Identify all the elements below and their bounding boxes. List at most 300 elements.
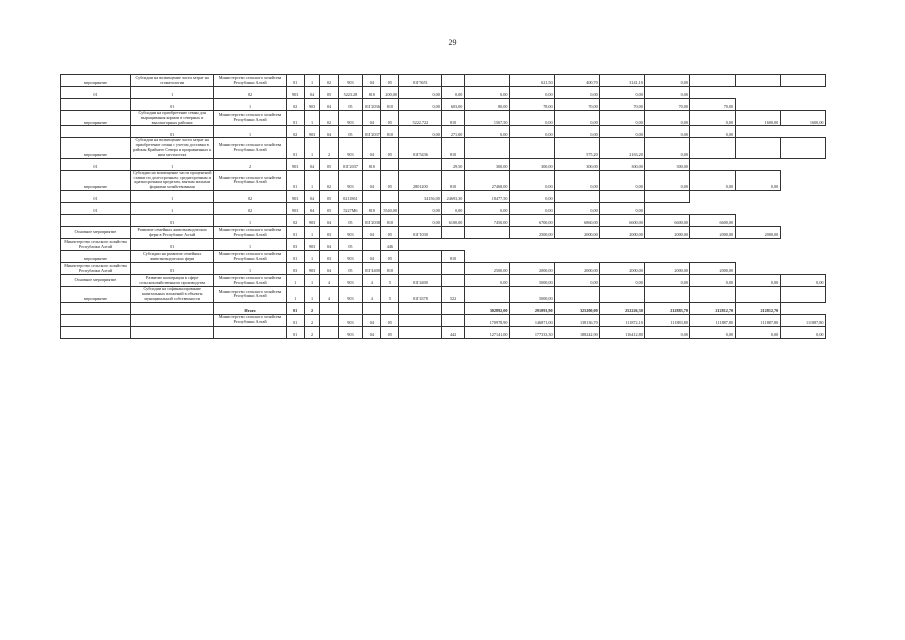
table-cell: 01 bbox=[130, 239, 213, 251]
table-cell: 01 bbox=[286, 326, 304, 338]
table-cell: 05 bbox=[320, 191, 338, 203]
table-cell: 04 bbox=[363, 170, 381, 190]
table-cell: 2 bbox=[214, 158, 286, 170]
table-cell: 4 bbox=[363, 275, 381, 287]
table-cell: 0,00 bbox=[735, 170, 780, 190]
table-cell: 04 bbox=[320, 239, 338, 251]
table-cell: 02 bbox=[214, 87, 286, 99]
table-cell: 442 bbox=[442, 326, 465, 338]
table-cell: 04 bbox=[304, 203, 320, 215]
table-cell: 177333,30 bbox=[509, 326, 554, 338]
table-cell: 5 bbox=[381, 287, 399, 302]
table-cell bbox=[381, 302, 399, 314]
table-cell: Министерство сельского хозяйства Республики Алтай bbox=[214, 138, 286, 158]
table-cell: 212883,70 bbox=[645, 302, 690, 314]
table-row bbox=[61, 191, 826, 203]
table-cell: 05 bbox=[338, 126, 363, 138]
table-cell: 0,00 bbox=[555, 111, 600, 126]
table-cell: 810 bbox=[381, 99, 399, 111]
table-cell bbox=[464, 75, 509, 87]
table-cell: 1 bbox=[130, 87, 213, 99]
table-cell: 03 bbox=[286, 263, 304, 275]
table-row bbox=[61, 203, 826, 215]
table-cell: 02 bbox=[320, 170, 338, 190]
table-cell: 6100,00 bbox=[442, 215, 465, 227]
table-cell: 271,00 bbox=[442, 126, 465, 138]
table-row bbox=[61, 227, 826, 239]
table-cell: 05 bbox=[338, 263, 363, 275]
table-cell: 0,00 bbox=[690, 275, 735, 287]
table-cell bbox=[61, 326, 131, 338]
table-cell: 2000,00 bbox=[600, 227, 645, 239]
table-cell: 02 bbox=[320, 75, 338, 87]
table-cell: 29,50 bbox=[442, 158, 465, 170]
table-row bbox=[61, 158, 826, 170]
table-cell: 01 bbox=[286, 227, 304, 239]
table-cell: 0,00 bbox=[690, 326, 735, 338]
table-cell: Министерство сельского хозяйства Республики Алтай bbox=[61, 239, 131, 251]
table-cell: 05 bbox=[381, 170, 399, 190]
table-cell: 0,00 bbox=[442, 203, 465, 215]
table-cell: 1600,00 bbox=[780, 111, 825, 126]
table-cell bbox=[645, 287, 690, 302]
table-cell: мероприятие bbox=[61, 75, 131, 87]
table-cell: 0,00 bbox=[464, 126, 509, 138]
table-cell bbox=[399, 263, 442, 275]
table-cell: 01Г2037 bbox=[363, 126, 381, 138]
table-cell: 2 bbox=[320, 138, 338, 158]
table-cell: Министерство сельского хозяйства Республики Алтай bbox=[214, 75, 286, 87]
table-cell: 01Г5651 bbox=[399, 75, 442, 87]
table-cell: 01 bbox=[286, 302, 304, 314]
table-cell: 1 bbox=[304, 111, 320, 126]
table-cell bbox=[464, 227, 509, 239]
table-cell: Министерство сельского хозяйства Республики Алтай bbox=[214, 275, 286, 287]
table-total-row bbox=[61, 302, 826, 314]
table-cell bbox=[735, 287, 780, 302]
table-row bbox=[61, 275, 826, 287]
table-cell: мероприятие bbox=[61, 138, 131, 158]
table-cell: 300,00 bbox=[645, 158, 690, 170]
table-cell: 903 bbox=[286, 191, 304, 203]
table-cell: 01Г4400 bbox=[363, 263, 381, 275]
table-cell: 300,00 bbox=[600, 158, 645, 170]
table-cell: 0,00 bbox=[555, 126, 600, 138]
table-cell: 0,00 bbox=[645, 126, 690, 138]
table-cell: 05 bbox=[381, 111, 399, 126]
table-cell: 903 bbox=[304, 126, 320, 138]
table-cell: 01Г2036 bbox=[363, 99, 381, 111]
table-cell: 0,00 bbox=[555, 203, 600, 215]
table-cell: 0,00 bbox=[645, 138, 690, 158]
table-cell: 04 bbox=[304, 191, 320, 203]
table-cell bbox=[399, 314, 442, 326]
table-cell: 6860,00 bbox=[555, 215, 600, 227]
table-cell: 0,00 bbox=[780, 275, 825, 287]
table-cell: 400,70 bbox=[555, 75, 600, 87]
table-cell: 1 bbox=[304, 275, 320, 287]
table-row bbox=[61, 314, 826, 326]
table-cell: 04 bbox=[320, 126, 338, 138]
table-cell: 2000,00 bbox=[555, 227, 600, 239]
table-cell: 903 bbox=[304, 215, 320, 227]
table-cell: 188242,90 bbox=[555, 326, 600, 338]
table-cell: 1 bbox=[214, 215, 286, 227]
table-cell: 522 bbox=[442, 287, 465, 302]
table-cell: 01Г1030 bbox=[399, 227, 442, 239]
table-cell bbox=[399, 302, 442, 314]
table-row bbox=[61, 239, 826, 251]
table-cell: 252226,30 bbox=[600, 302, 645, 314]
page-number: 29 bbox=[448, 38, 457, 47]
table-cell: 6600,00 bbox=[600, 215, 645, 227]
table-cell: 01 bbox=[61, 191, 131, 203]
table-cell: 1567,50 bbox=[464, 111, 509, 126]
table-cell: 0,00 bbox=[645, 275, 690, 287]
table-cell: 903 bbox=[338, 326, 363, 338]
table-cell: 903 bbox=[338, 227, 363, 239]
table-cell: 01Г4378 bbox=[399, 287, 442, 302]
table-cell: мероприятие bbox=[61, 287, 131, 302]
table-cell: 4 bbox=[363, 287, 381, 302]
table-cell: 05 bbox=[320, 158, 338, 170]
table-cell: 2000,00 bbox=[690, 263, 735, 275]
table-row bbox=[61, 170, 826, 190]
table-cell: 0,00 bbox=[399, 99, 442, 111]
table-cell: 04 bbox=[363, 75, 381, 87]
table-cell: 4 bbox=[320, 287, 338, 302]
table-cell: 6600,00 bbox=[690, 215, 735, 227]
table-cell bbox=[320, 326, 338, 338]
table-cell bbox=[363, 191, 381, 203]
table-cell: 0,00 bbox=[645, 170, 690, 190]
table-cell: 7450,00 bbox=[464, 215, 509, 227]
table-cell: 2801200 bbox=[399, 170, 442, 190]
table-cell: 0,00 bbox=[600, 87, 645, 99]
table-row bbox=[61, 263, 826, 275]
table-cell: Субсидии на возмещение части затрат на приобретение семян с учетом доставки в районы Крайнего Севера и приравненных к ним местностях bbox=[130, 138, 213, 158]
table-cell: 810 bbox=[381, 215, 399, 227]
table-cell: 0,00 bbox=[645, 326, 690, 338]
table-cell: 78,00 bbox=[509, 99, 554, 111]
table-cell: 05 bbox=[381, 75, 399, 87]
table-cell bbox=[130, 302, 213, 314]
table-cell: 0,00 bbox=[555, 275, 600, 287]
table-cell: 903 bbox=[304, 263, 320, 275]
table-cell bbox=[442, 314, 465, 326]
table-cell: 127141,00 bbox=[464, 326, 509, 338]
table-cell: 04 bbox=[304, 158, 320, 170]
table-cell: 0,00 bbox=[464, 275, 509, 287]
table-cell bbox=[509, 138, 554, 158]
table-cell: 1 bbox=[214, 99, 286, 111]
table-cell: 200,00 bbox=[381, 87, 399, 99]
table-cell: 0,00 bbox=[600, 111, 645, 126]
table-cell: 2000,00 bbox=[690, 227, 735, 239]
table-cell: 300,00 bbox=[464, 158, 509, 170]
table-cell bbox=[399, 326, 442, 338]
table-cell: 325200,00 bbox=[555, 302, 600, 314]
table-cell: 116412,80 bbox=[600, 326, 645, 338]
table-cell: 111887,80 bbox=[735, 314, 780, 326]
table-cell bbox=[690, 287, 735, 302]
table-cell: 1 bbox=[286, 287, 304, 302]
table-cell: 212812,70 bbox=[735, 302, 780, 314]
table-cell bbox=[130, 314, 213, 326]
table-cell: мероприятие bbox=[61, 251, 131, 263]
table-row bbox=[61, 75, 826, 87]
table-cell: 302892,00 bbox=[464, 302, 509, 314]
table-cell: 0,00 bbox=[399, 126, 442, 138]
table-cell: 903 bbox=[338, 170, 363, 190]
table-cell bbox=[442, 263, 465, 275]
table-cell bbox=[690, 138, 735, 158]
table-cell: 2000,00 bbox=[600, 263, 645, 275]
table-cell: Министерство сельского хозяйства Республики Алтай bbox=[214, 227, 286, 239]
table-cell: 170978,90 bbox=[464, 314, 509, 326]
table-cell: 0,00 bbox=[399, 215, 442, 227]
table-cell: 603,00 bbox=[442, 99, 465, 111]
table-cell bbox=[130, 326, 213, 338]
table-cell: 810 bbox=[363, 87, 381, 99]
table-cell: 34156,00 bbox=[399, 191, 442, 203]
table-cell: 903 bbox=[304, 239, 320, 251]
table-cell: 2 bbox=[304, 314, 320, 326]
table-cell: Основное мероприятие bbox=[61, 227, 131, 239]
table-cell: 04 bbox=[363, 111, 381, 126]
table-cell: 0,00 bbox=[555, 87, 600, 99]
table-cell: 0,00 bbox=[464, 203, 509, 215]
table-row bbox=[61, 126, 826, 138]
table-cell bbox=[338, 302, 363, 314]
table-cell: 5227М6 bbox=[338, 203, 363, 215]
table-cell: 903 bbox=[338, 314, 363, 326]
table-cell: 1 bbox=[304, 138, 320, 158]
table-cell: 05 bbox=[381, 251, 399, 263]
table-cell: 1 bbox=[214, 239, 286, 251]
table-cell: 04 bbox=[320, 215, 338, 227]
table-cell: 80,00 bbox=[464, 99, 509, 111]
table-cell bbox=[381, 191, 399, 203]
table-cell: 1 bbox=[214, 263, 286, 275]
table-row bbox=[61, 111, 826, 126]
table-cell bbox=[381, 158, 399, 170]
table-cell: 70,00 bbox=[645, 99, 690, 111]
table-cell: 810 bbox=[442, 138, 465, 158]
table-cell: 0,00 bbox=[509, 191, 554, 203]
table-cell: 903 bbox=[338, 138, 363, 158]
table-cell bbox=[442, 75, 465, 87]
table-cell: 04 bbox=[304, 87, 320, 99]
table-cell: Министерство сельского хозяйства Республики Алтай bbox=[214, 251, 286, 263]
table-cell: 01 bbox=[130, 215, 213, 227]
table-cell: 1 bbox=[304, 251, 320, 263]
table-cell bbox=[442, 302, 465, 314]
table-cell: 0,00 bbox=[600, 126, 645, 138]
table-cell: 138136,70 bbox=[555, 314, 600, 326]
table-cell: 6600,00 bbox=[645, 215, 690, 227]
table-cell: 2500,00 bbox=[509, 227, 554, 239]
table-cell: 0,00 bbox=[442, 87, 465, 99]
table-cell: 05 bbox=[338, 215, 363, 227]
table-cell: 0,00 bbox=[735, 275, 780, 287]
table-cell: 111883,80 bbox=[645, 314, 690, 326]
table-cell bbox=[442, 227, 465, 239]
table-cell: 01 bbox=[286, 314, 304, 326]
table-cell: 212812,70 bbox=[690, 302, 735, 314]
table-cell: 1600,00 bbox=[735, 111, 780, 126]
table-cell: 1 bbox=[286, 275, 304, 287]
table-cell: 1 bbox=[304, 75, 320, 87]
table-cell bbox=[363, 239, 381, 251]
table-cell: 02 bbox=[214, 191, 286, 203]
table-cell: 01 bbox=[286, 251, 304, 263]
table-row bbox=[61, 99, 826, 111]
table-cell: 02 bbox=[286, 126, 304, 138]
table-cell bbox=[363, 302, 381, 314]
table-cell: Субсидии на развитие семейных животноводческих ферм bbox=[130, 251, 213, 263]
table-cell: 0,00 bbox=[509, 203, 554, 215]
table-cell: 0,00 bbox=[399, 203, 442, 215]
table-cell: 903 bbox=[286, 203, 304, 215]
table-cell: 01Г2037 bbox=[338, 158, 363, 170]
table-cell: 01Г5436 bbox=[399, 138, 442, 158]
table-cell: 300,00 bbox=[555, 158, 600, 170]
table-cell: 1 bbox=[130, 158, 213, 170]
table-cell: 01 bbox=[286, 75, 304, 87]
table-row bbox=[61, 326, 826, 338]
table-row bbox=[61, 287, 826, 302]
table-cell: Министерство сельского хозяйства Республики Алтай bbox=[214, 287, 286, 302]
table-cell: 0,00 bbox=[735, 326, 780, 338]
table-cell: 02 bbox=[286, 99, 304, 111]
table-cell: Субсидии на возмещение части затрат на стоматологии bbox=[130, 75, 213, 87]
table-cell: 0,00 bbox=[399, 87, 442, 99]
table-cell: 2000,00 bbox=[509, 263, 554, 275]
table-cell bbox=[320, 302, 338, 314]
table-cell: 05 bbox=[320, 203, 338, 215]
table-row bbox=[61, 251, 826, 263]
table-cell: 0,00 bbox=[464, 87, 509, 99]
table-cell: 810 bbox=[381, 126, 399, 138]
table-cell: 4 bbox=[320, 275, 338, 287]
table-cell: мероприятие bbox=[61, 111, 131, 126]
table-cell: 0,00 bbox=[780, 326, 825, 338]
table-cell: 04 bbox=[363, 138, 381, 158]
table-cell: 810 bbox=[363, 203, 381, 215]
table-cell: 0,00 bbox=[690, 170, 735, 190]
budget-table bbox=[60, 74, 826, 339]
table-cell: 0,00 bbox=[509, 87, 554, 99]
table-cell: 0,00 bbox=[509, 111, 554, 126]
table-cell: 2000,00 bbox=[645, 227, 690, 239]
table-cell: 1 bbox=[214, 126, 286, 138]
table-cell: Министерство сельского хозяйства Республики Алтай bbox=[61, 263, 131, 275]
table-cell: 01Г2038 bbox=[363, 215, 381, 227]
table-cell: 01 bbox=[286, 170, 304, 190]
table-cell: 5 bbox=[381, 275, 399, 287]
table-cell bbox=[464, 138, 509, 158]
table-cell: 291093,90 bbox=[509, 302, 554, 314]
table-cell bbox=[61, 99, 131, 111]
table-cell: 0,00 bbox=[690, 126, 735, 138]
table-cell: 903 bbox=[286, 87, 304, 99]
table-cell: 903 bbox=[286, 158, 304, 170]
table-cell: 0,00 bbox=[690, 111, 735, 126]
table-cell: 810 bbox=[442, 251, 465, 263]
table-cell: 0,00 bbox=[645, 111, 690, 126]
table-cell: 1 bbox=[130, 191, 213, 203]
table-cell: 1 bbox=[304, 170, 320, 190]
table-cell: Субсидии на софинансирование капитальных вложений в объекты муниципальной собственности bbox=[130, 287, 213, 302]
table-cell: Министерство сельского хозяйства Республики Алтай bbox=[214, 314, 286, 326]
table-cell: 03 bbox=[320, 251, 338, 263]
table-cell: 146871,00 bbox=[509, 314, 554, 326]
table-cell: 2 bbox=[304, 302, 320, 314]
table-cell bbox=[645, 191, 690, 203]
table-cell: 05 bbox=[320, 87, 338, 99]
table-cell: 04 bbox=[320, 263, 338, 275]
table-cell: 111872,10 bbox=[600, 314, 645, 326]
table-cell: 0,00 bbox=[600, 203, 645, 215]
table-cell: 01 bbox=[130, 126, 213, 138]
table-cell: 6700,00 bbox=[509, 215, 554, 227]
table-cell: 810 bbox=[442, 111, 465, 126]
table-cell: 903 bbox=[338, 287, 363, 302]
table-cell: 01 bbox=[61, 203, 131, 215]
table-cell bbox=[399, 251, 442, 263]
table-cell: 0,00 bbox=[600, 170, 645, 190]
table-cell: 02 bbox=[320, 111, 338, 126]
table-cell: 903 bbox=[338, 75, 363, 87]
table-cell: 5000,00 bbox=[509, 287, 554, 302]
table-cell: 2000,00 bbox=[735, 227, 780, 239]
table-cell: 27468,00 bbox=[464, 170, 509, 190]
table-cell bbox=[214, 326, 286, 338]
table-cell: мероприятие bbox=[61, 170, 131, 190]
table-cell: 810 bbox=[442, 170, 465, 190]
table-cell: 01 bbox=[130, 99, 213, 111]
table-cell: 70,00 bbox=[690, 99, 735, 111]
table-cell: 05 bbox=[381, 326, 399, 338]
table-cell: 02 bbox=[286, 215, 304, 227]
table-cell: 0,00 bbox=[509, 170, 554, 190]
table-cell: 04 bbox=[363, 227, 381, 239]
table-cell: Итого bbox=[214, 302, 286, 314]
table-cell bbox=[320, 314, 338, 326]
table-cell: Министерство сельского хозяйства Республики Алтай bbox=[214, 170, 286, 190]
table-cell bbox=[600, 191, 645, 203]
table-cell: 575,20 bbox=[555, 138, 600, 158]
table-cell: 2 bbox=[304, 326, 320, 338]
table-cell: Субсидии на приобретение семян для выращивания кормов в северных и высокогорных районах bbox=[130, 111, 213, 126]
table-cell bbox=[600, 287, 645, 302]
table-cell: 04 bbox=[363, 314, 381, 326]
table-cell: 5000,00 bbox=[509, 275, 554, 287]
table-cell: 903 bbox=[338, 251, 363, 263]
table-cell: 03 bbox=[286, 239, 304, 251]
table-cell: 5223.28 bbox=[338, 87, 363, 99]
table-cell bbox=[555, 191, 600, 203]
table-cell: 18477,50 bbox=[464, 191, 509, 203]
table-cell: Субсидии на возмещение части процентной ставки по долгосрочным, среднесрочным и краткосрочным кредитам, взятым малыми формами хозяйствования bbox=[130, 170, 213, 190]
table-cell: 810 bbox=[381, 263, 399, 275]
table-cell: 903 bbox=[338, 275, 363, 287]
table-cell: 01 bbox=[130, 263, 213, 275]
table-cell: 01 bbox=[286, 138, 304, 158]
table-cell: 111887,80 bbox=[780, 314, 825, 326]
table-cell: 70,00 bbox=[555, 99, 600, 111]
